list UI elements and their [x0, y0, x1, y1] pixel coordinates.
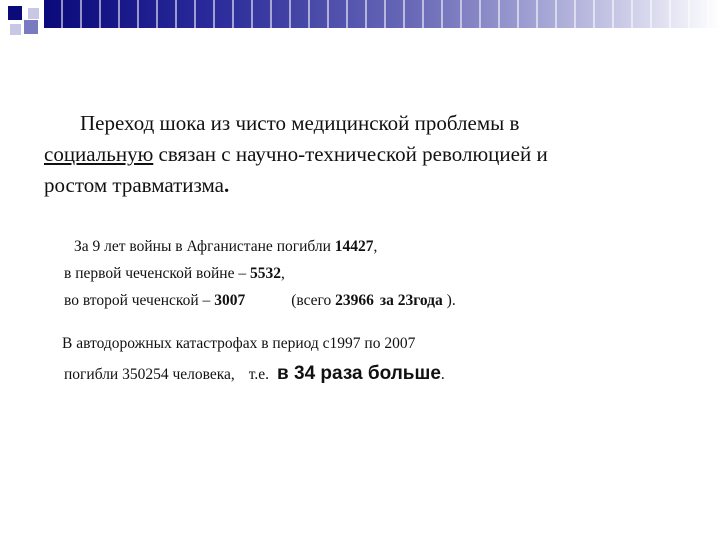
- main-paragraph: [44, 108, 664, 201]
- main-line-3-text: ростом травматизма: [44, 173, 224, 197]
- total-period: за 23года: [379, 292, 443, 309]
- main-paragraph-line-1: [44, 108, 664, 139]
- afghan-war-line: [64, 233, 456, 260]
- main-line-2-text: связан с научно-технической революцией и: [153, 142, 548, 166]
- decor-square-bottom-right: [24, 20, 38, 34]
- main-paragraph-line-3: [44, 170, 664, 201]
- afghan-war-value: 14427: [334, 238, 374, 255]
- road-accidents-block: [62, 329, 445, 390]
- afghan-war-suffix: ,: [373, 238, 378, 255]
- decor-square-top-left: [8, 6, 22, 20]
- main-line-1-text: Переход шока из чисто медицинской проблемы в: [80, 111, 520, 135]
- road-line-2-text: погибли 350254 человека,: [64, 366, 235, 383]
- decor-square-bottom-left: [10, 24, 21, 35]
- road-line-1: [62, 329, 445, 359]
- road-line-1-text: В автодорожных катастрофах в период с1997 по 2007: [62, 335, 416, 352]
- road-line-2-end: .: [440, 366, 445, 383]
- main-line-3-period: .: [224, 173, 230, 197]
- first-chechen-suffix: ,: [281, 265, 285, 282]
- road-line-2-ie: т.е.: [248, 366, 270, 383]
- second-chechen-text: во второй чеченской –: [64, 292, 215, 309]
- first-chechen-value: 5532: [250, 265, 281, 282]
- first-chechen-line: [64, 260, 456, 287]
- main-paragraph-line-2: [44, 139, 664, 170]
- afghan-war-text: За 9 лет войны в Афганистане погибли: [74, 238, 335, 255]
- road-line-2: [62, 359, 445, 390]
- second-chechen-value: 3007: [214, 292, 246, 309]
- second-chechen-line: [64, 287, 456, 314]
- total-prefix: (всего: [291, 292, 336, 309]
- underlined-word: социальную: [44, 142, 154, 166]
- decor-square-top-right: [28, 8, 39, 19]
- decor-bar-stripes: [44, 0, 720, 28]
- total-suffix: ).: [442, 292, 456, 309]
- first-chechen-text: в первой чеченской войне –: [64, 265, 250, 282]
- war-casualties-block: [64, 233, 456, 314]
- road-highlight-value: в 34 раза больше: [277, 363, 441, 384]
- total-value: 23966: [335, 292, 374, 309]
